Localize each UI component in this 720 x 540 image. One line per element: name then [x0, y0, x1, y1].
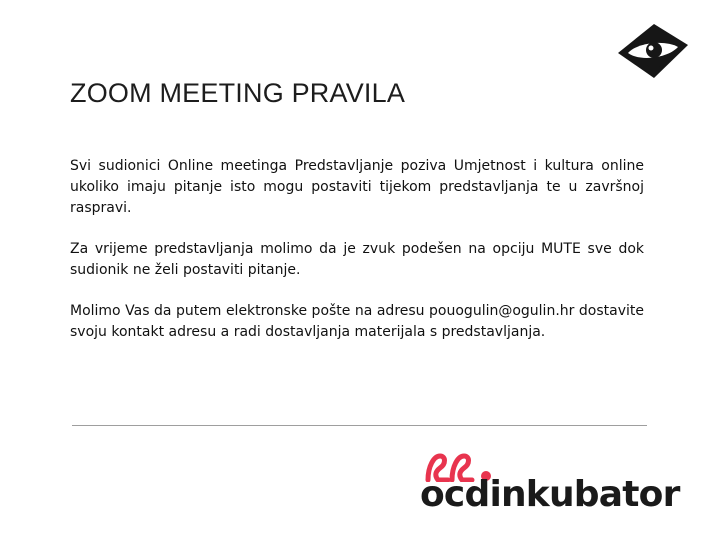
rules-paragraph: Za vrijeme predstavljanja molimo da je zvuk podešen na opciju MUTE sve dok sudionik ne želi postaviti pitanje. [70, 241, 644, 278]
rules-content [70, 156, 644, 343]
rules-paragraph: Svi sudionici Online meetinga Predstavljanje poziva Umjetnost i kultura online ukoliko imaju pitanje isto mogu postaviti tijekom predstavljanja te u završnoj raspravi. [70, 158, 644, 216]
rules-paragraph: Molimo Vas da putem elektronske pošte na adresu pouogulin@ogulin.hr dostavite svoju kontakt adresu a radi dostavljanja materijala s predstavljanja. [70, 303, 644, 340]
brand-logo [420, 450, 692, 522]
divider [72, 425, 647, 426]
brand-name: ocdinkubator [420, 474, 680, 515]
eye-diamond-logo-icon [616, 20, 690, 82]
page-title: ZOOM MEETING PRAVILA [70, 78, 406, 108]
